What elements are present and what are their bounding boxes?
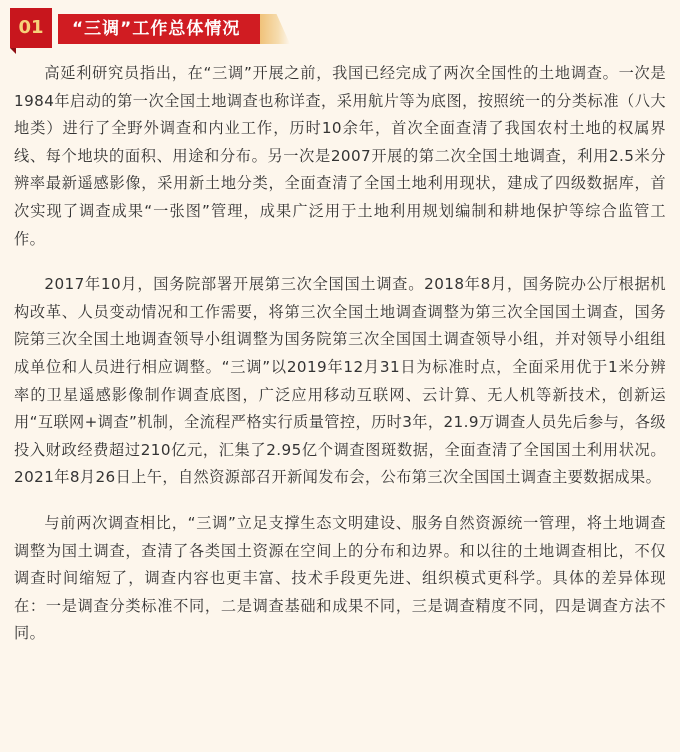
paragraph-comparison: 与前两次调查相比，“三调”立足支撑生态文明建设、服务自然资源统一管理，将土地调查调整为国土调查，查清了各类国土资源在空间上的分布和边界。和以往的土地调查相比，不仅调查时间缩短了，调查内容也更丰富、技术手段更先进、组织模式更科学。具体的差异体现在：一是调查分类标准不同，二是调查基础和成果不同，三是调查精度不同，四是调查方法不同。	[14, 513, 666, 643]
paragraph-history: 高延利研究员指出，在“三调”开展之前，我国已经完成了两次全国性的土地调查。一次是1984年启动的第一次全国土地调查也称详查，采用航片等为底图，按照统一的分类标准（八大地类）进行了全野外调查和内业工作，历时10余年，首次全面查清了我国农村土地的权属界线、每个地块的面积、用途和分布。另一次是2007开展的第二次全国土地调查，利用2.5米分辨率最新遥感影像，采用新土地分类，全面查清了全国土地利用现状，建成了四级数据库，首次实现了调查成果“一张图”管理，成果广泛用于土地利用规划编制和耕地保护等综合监管工作。	[14, 64, 666, 248]
section-header	[10, 8, 310, 48]
section-title: “三调”工作总体情况	[58, 14, 260, 44]
paragraph-third-survey: 2017年10月，国务院部署开展第三次全国国土调查。2018年8月，国务院办公厅根据机构改革、人员变动情况和工作需要，将第三次全国土地调查调整为第三次全国国土调查，国务院第三次全国土地调查领导小组调整为国务院第三次全国国土调查领导小组，并对领导小组组成单位和人员进行相应调整。“三调”以2019年12月31日为标准时点，全面采用优于1米分辨率的卫星遥感影像制作调查底图，广泛应用移动互联网、云计算、无人机等新技术，创新运用“互联网+调查”机制，全流程严格实行质量管控，历时3年，21.9万调查人员先后参与，各级投入财政经费超过210亿元，汇集了2.95亿个调查图斑数据，全面查清了全国国土利用状况。2021年8月26日上午，自然资源部召开新闻发布会，公布第三次全国国土调查主要数据成果。	[14, 275, 666, 487]
article-body	[14, 60, 666, 666]
title-ribbon-decoration	[260, 14, 290, 44]
section-number-badge: 01	[10, 8, 52, 48]
